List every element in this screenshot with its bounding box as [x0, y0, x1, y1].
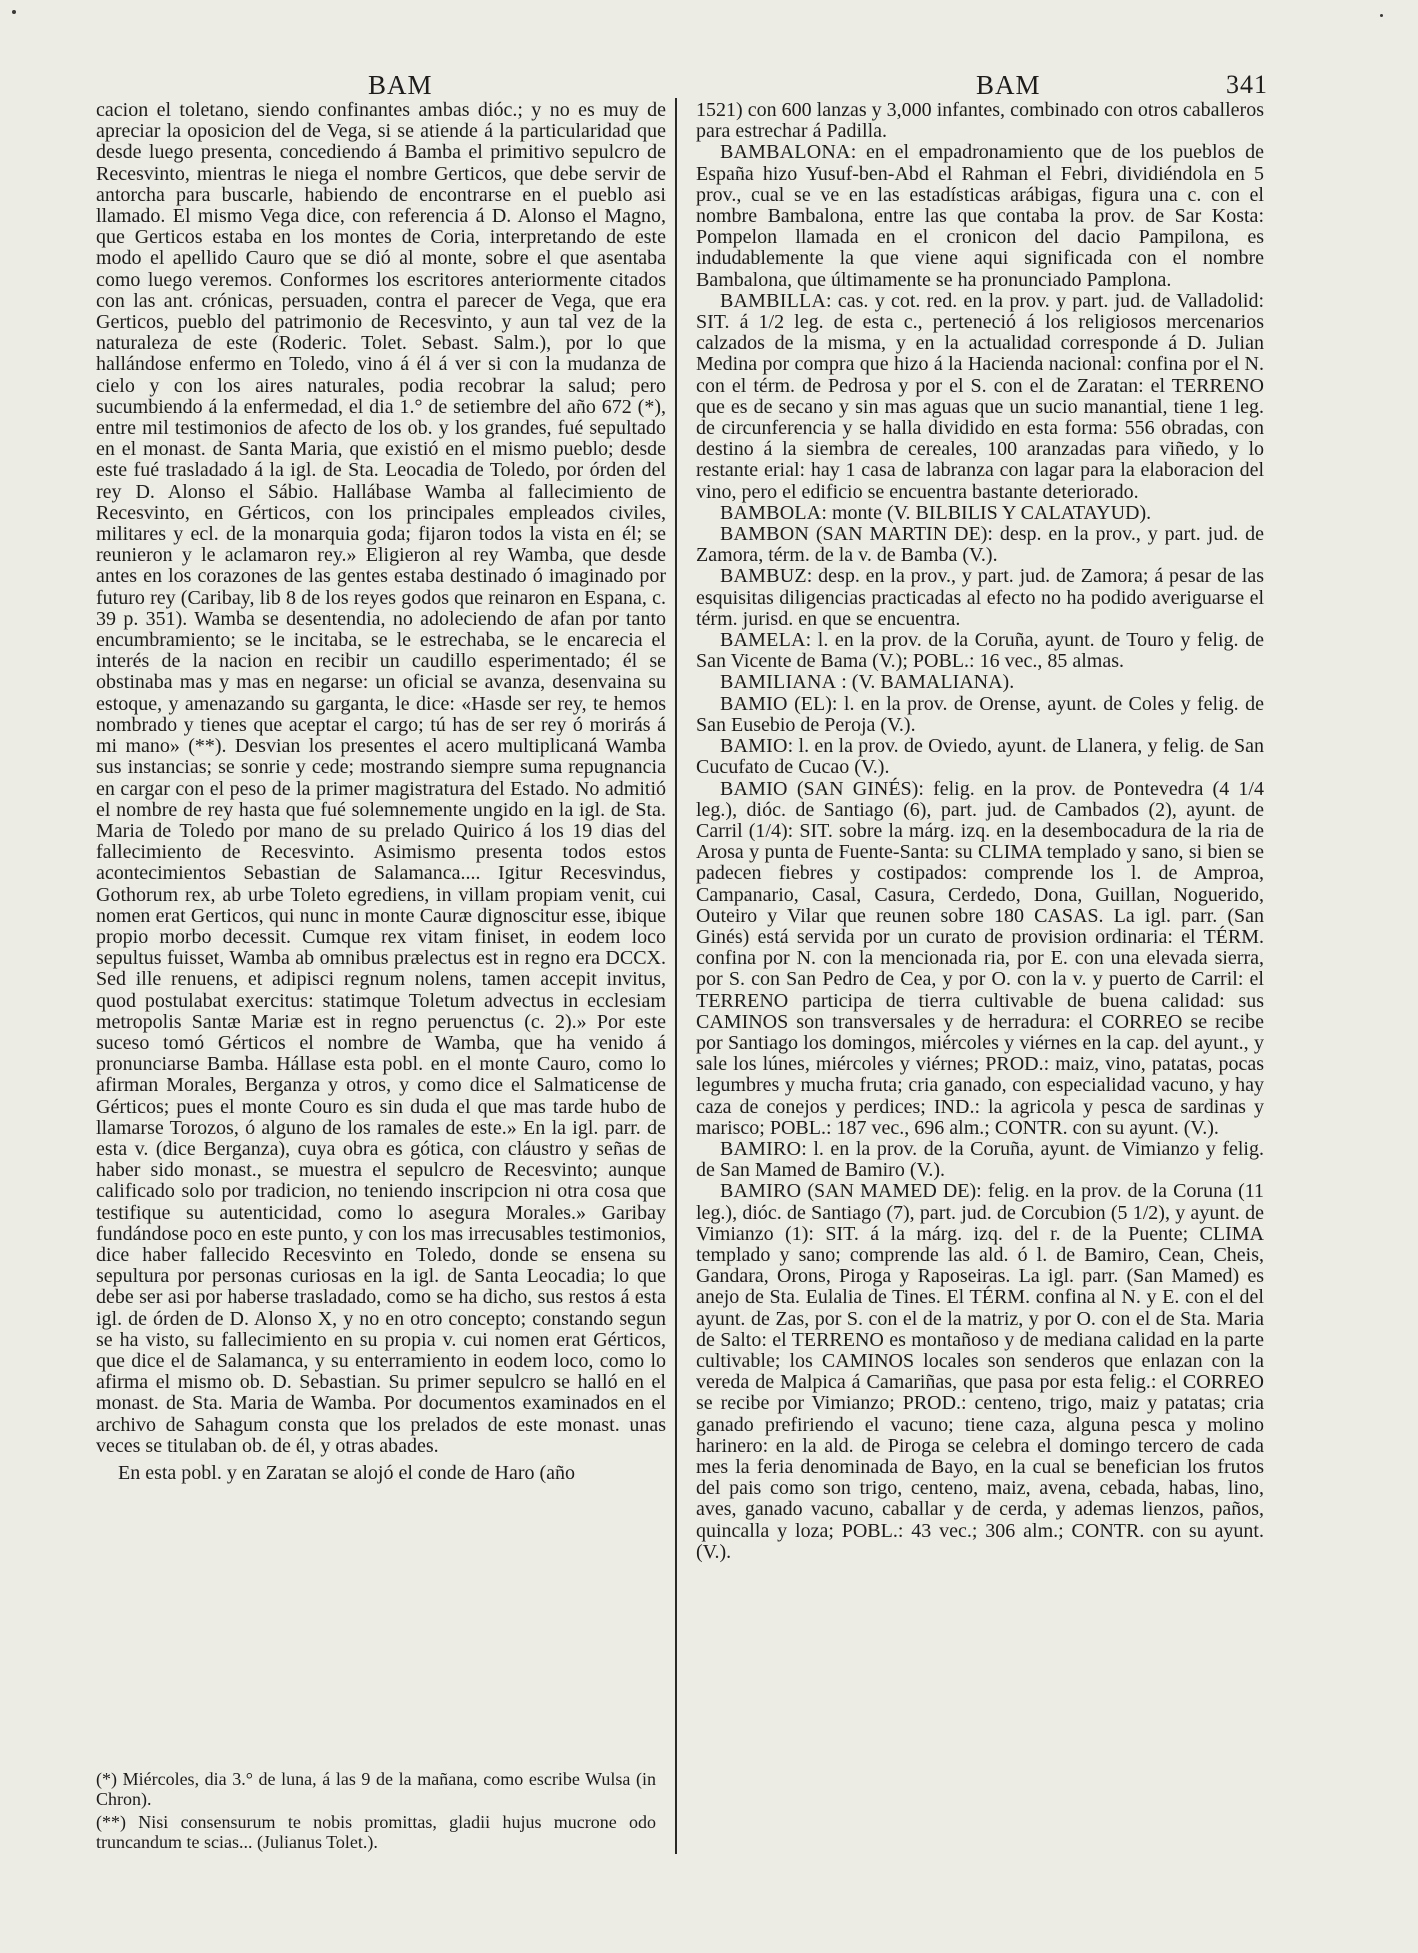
entry-headword: BAMBALONA — [720, 141, 851, 164]
entry-text: : (V. BAMALIANA). — [836, 671, 1015, 694]
entry-text: : cas. y cot. red. en la prov. y part. jud. de Valladolid: SIT. á 1/2 leg. de esta c., perteneció á los religiosos mercenarios calzados de la misma, y en la actualidad corresponde á D. Julian Medina por compra que hizo á la Hacienda nacional: confina por el N. con el térm. de Pedrosa y por el S. con el de Zaratan: el TERRENO que es de secano y sin mas aguas que un sucio manantial, tiene 1 leg. de circunferencia y se halla dividido en esta forma: 556 obradas, con destino á la siembra de cereales, 100 aranzadas para viñedo, y lo restante erial: hay 1 casa de labranza con lagar para la elaboracion del vino, pero el edificio se encuentra bastante deteriorado. — [696, 289, 1264, 503]
dictionary-entry — [696, 630, 1264, 672]
footnotes — [96, 1770, 656, 1852]
entry-headword: BAMELA — [720, 629, 806, 652]
column-divider — [675, 98, 677, 1854]
entry-text: : monte (V. BILBILIS Y CALATAYUD). — [821, 501, 1152, 524]
entry-text: : l. en la prov. de Oviedo, ayunt. de Llanera, y felig. de San Cucufato de Cucao (V.). — [696, 735, 1264, 779]
entry-text: (SAN MAMED DE): felig. en la prov. de la Coruna (11 leg.), dióc. de Santiago (7), part. jud. de Corcubion (5 1/2), y ayunt. de Vimianzo (1): SIT. á la márg. izq. del r. de la Puente; CLIMA templado y sano; comprende las ald. ó l. de Bamiro, Cean, Cheis, Gandara, Orons, Piroga y Raposeiras. La igl. parr. (San Mamed) es anejo de Sta. Eulalia de Tines. El TÉRM. confina al N. y E. con el del ayunt. de Zas, por S. con el de la matriz, y por O. con el de Sta. Maria de Salto: el TERRENO es montañoso y de mediana calidad en la parte cultivable; los CAMINOS locales son senderos que enlazan con la vereda de Malpica á Camariñas, que pasa por esta felig.: el CORREO se recibe por Vimianzo; PROD.: centeno, trigo, maiz y patatas; cria ganado prefiriendo el vacuno; tiene caza, alguna pesca y molino harinero: en la ald. de Piroga se celebra el domingo tercero de cada mes la feria denominada de Bayo, en la cual se benefician los frutos del pais como son trigo, centeno, maiz, avena, cebada, habas, lino, aves, ganado vacuno, caballar y de cerda, y ademas lienzos, paños, quincalla y loza; POBL.: 43 vec.; 306 alm.; CONTR. con su ayunt. (V.). — [696, 1180, 1264, 1563]
dictionary-entry — [696, 1181, 1264, 1563]
entry-text: (EL): l. en la prov. de Orense, ayunt. de Coles y felig. de San Eusebio de Peroja (V.). — [696, 692, 1264, 736]
entry-text: (SAN MARTIN DE): desp. en la prov., y part. jud. de Zamora, térm. de la v. de Bamba (V.). — [696, 523, 1264, 567]
dictionary-entry — [696, 291, 1264, 503]
entry-headword: BAMIO — [720, 692, 788, 715]
dictionary-entry — [696, 503, 1264, 524]
entry-headword: BAMBOLA — [720, 501, 822, 524]
right-column — [696, 100, 1264, 1850]
running-header-right: BAM — [976, 70, 1041, 100]
entry-text: : en el empadronamiento que de los pueblos de España hizo Yusuf-ben-Abd el Rahman el Febri, dividiéndola en 5 prov., cual se ve en las estadísticas arábigas, figura una c. con el nombre Bambalona, entre las que contaba la prov. de Sar Kosta: Pompelon llamada en el cronicon del dacio Pampilona, es indudablemente la que viene aqui significada con el nombre Bambalona, que últimamente se ha pronunciado Pamplona. — [696, 141, 1264, 291]
dictionary-entry — [696, 694, 1264, 736]
left-paragraph: cacion el toletano, siendo confinantes ambas dióc.; y no es muy de apreciar la oposicion del de Vega, si se atiende á la particularidad que desde luego presenta, concediendo á Bamba el primitivo sepulcro de Recesvinto, mientras le niega el nombre Gerticos, que debe servir de antorcha para buscarle, habiendo de encontrarse en el pueblo asi llamado. El mismo Vega dice, con referencia á D. Alonso el Magno, que Gerticos estaba en los montes de Coria, interpretando de este modo el apellido Cauro que se dió al monte, sobre el que asentaba como luego veremos. Conformes los escritores anteriormente citados con las ant. crónicas, persuaden, contra el parecer de Vega, que era Gerticos, pueblo del patrimonio de Recesvinto, y aun tal vez de la naturaleza de este (Roderic. Tolet. Sebast. Salm.), por lo que hallándose enfermo en Toledo, vino á él á ver si con la mudanza de cielo y con los aires naturales, podia recobrar la salud; pero sucumbiendo á la enfermedad, el dia 1.° de setiembre del año 672 (*), entre mil testimonios de afecto de los ob. y los grandes, fué sepultado en el monast. de Santa Maria, que existió en el mismo pueblo; desde este fué trasladado á la igl. de Sta. Leocadia de Toledo, por órden del rey D. Alonso el Sábio. Hallábase Wamba al fallecimiento de Recesvinto, en Gérticos, con los principales empleados civiles, militares y ecl. de la monarquia goda; fijaron todos la vista en él; se reunieron y le aclamaron rey.» Eligieron al rey Wamba, que desde antes en los corazones de las gentes estaba destinado ó imaginado por futuro rey (Caribay, lib 8 de los reyes godos que reinaron en Espana, c. 39 p. 351). Wamba se desentendia, no adoleciendo de afan por tanto encumbramiento; se le incitaba, se le estrechaba, se le encarecia el interés de la nacion en recibir un caudillo esperimentado; él se obstinaba mas y mas en negarse: un oficial se avanza, desenvaina su estoque, y amenazando su garganta, le dice: «Hasde ser rey, te hemos nombrado y tienes que aceptar el cargo; tú has de ser rey ó morirás á mi mano» (**). Desvian los presentes el acero multiplicaná Wamba sus instancias; se sonrie y cede; mostrando siempre suma repugnancia en cargar con el peso de la primer magistratura del Estado. No admitió el nombre de rey hasta que fué solemnemente ungido en la igl. de Sta. Maria de Toledo por mano de su prelado Quirico á los 19 dias del fallecimiento de Recesvinto. Asimismo presenta todos estos acontecimientos Sebastian de Salamanca.... Igitur Recesvindus, Gothorum rex, ab urbe Toleto egrediens, in villam propiam venit, cui nomen erat Gerticos, qui nunc in monte Cauræ dignoscitur esse, ibique propio morbo decessit. Cumque rex vitam finiset, in eodem loco sepultus fuisset, Wamba ab omnibus prælectus est in regno era DCCX. Sed ille renuens, et adipisci regnum nolens, tamen accepit invitus, quod postulabat exercitus: statimque Toletum advectus in ecclesiam metropolis Santæ Mariæ est in regno peruenctus (c. 2).» Por este suceso tomó Gérticos el nombre de Wamba, que ha venido á pronunciarse Bamba. Hállase esta pobl. en el monte Cauro, como lo afirman Morales, Berganza y otros, y como dice el Salmaticense de Gérticos; pues el monte Couro es sin duda el que mas tarde hubo de llamarse Torozos, ó alguno de los ramales de este.» En la igl. parr. de esta v. (dice Berganza), cuya obra es gótica, con cláustro y señas de haber sido monast., se muestra el sepulcro de Recesvinto; aunque calificado solo por tradicion, no teniendo inscripcion ni otra cosa que testifique su autenticidad, como lo asegura Morales.» Garibay fundándose poco en este punto, y con los mas irrecusables testimonios, dice haber fallecido Recesvinto en Toledo, donde se ensena su sepultura por personas curiosas en la igl. de Santa Leocadia; lo que debe ser asi por haberse trasladado, como se ha dicho, sus restos á esta igl. de órden de D. Alonso X, y no en otro concepto; constando segun se ha visto, su fallecimiento en su propia v. cui nomen erat Gérticos, que dice el de Salamanca, y su enterramiento in eodem loco, como lo afirma el mismo ob. D. Sebastian. Su primer sepulcro se halló en el monast. de Sta. Maria de Wamba. Por documentos examinados en el archivo de Sahagum consta que los prelados de este monast. unas veces se titulaban ob. de él, y otras abades. — [96, 100, 666, 1457]
paper-speck — [12, 10, 16, 14]
entry-headword: BAMBON — [720, 523, 809, 546]
entry-headword: BAMBILLA — [720, 289, 827, 312]
dictionary-entry — [696, 736, 1264, 778]
dictionary-entry — [696, 142, 1264, 290]
entry-headword: BAMIO — [720, 777, 788, 800]
footnote: (**) Nisi consensurum te nobis promittas, gladii hujus mucrone odo truncandum te scias... (Julianus Tolet.). — [96, 1812, 656, 1852]
dictionary-entry — [696, 100, 1264, 142]
entry-text: : l. en la prov. de la Coruña, ayunt. de Vimianzo y felig. de San Mamed de Bamiro (V.). — [696, 1137, 1264, 1182]
paper-speck — [1380, 14, 1383, 17]
running-header-left: BAM — [368, 70, 433, 100]
dictionary-entry — [696, 672, 1264, 693]
left-column — [96, 100, 666, 1850]
entry-text: (SAN GINÉS): felig. en la prov. de Pontevedra (4 1/4 leg.), dióc. de Santiago (6), part. jud. de Cambados (2), ayunt. de Carril (1/4): SIT. sobre la márg. izq. en la desembocadura de la ria de Arosa y punta de Fuente-Santa: su CLIMA templado y sano, si bien se padecen fiebres y costipados: comprende los l. de Amproa, Campanario, Casal, Casura, Cerdedo, Dona, Guillan, Noguerido, Outeiro y Vilar que reunen sobre 180 CASAS. La igl. parr. (San Ginés) está servida por un curato de provision ordinaria: el TÉRM. confina por N. con la mencionada ria, por E. con una elevada sierra, por S. con San Pedro de Cea, y por O. con la v. y puerto de Carril: el TERRENO participa de tierra cultivable de buena calidad: sus CAMINOS son transversales y de herradura: el CORREO se recibe por Santiago los domingos, miércoles y viérnes en la cap. del ayunt., y sale los lúnes, miércoles y viérnes; PROD.: maiz, vino, patatas, pocas legumbres y mucha fruta; cria ganado, con especialidad vacuno, y hay caza de conejos y perdices; IND.: la agricola y pesca de sardinas y marisco; POBL.: 187 vec., 696 alm.; CONTR. con su ayunt. (V.). — [696, 777, 1264, 1139]
dictionary-entry — [696, 1139, 1264, 1181]
entry-headword: BAMIRO — [720, 1180, 802, 1203]
entry-headword: BAMIO — [720, 735, 788, 758]
entry-text: : l. en la prov. de la Coruña, ayunt. de Touro y felig. de San Vicente de Bama (V.); POBL.: 16 vec., 85 almas. — [696, 629, 1264, 673]
entry-headword: BAMIRO — [720, 1137, 802, 1160]
left-paragraph: En esta pobl. y en Zaratan se alojó el conde de Haro (año — [118, 1462, 576, 1484]
entry-text: 1521) con 600 lanzas y 3,000 infantes, combinado con otros caballeros para estrechar á Padilla. — [696, 100, 1264, 143]
footnote: (*) Miércoles, dia 3.° de luna, á las 9 de la mañana, como escribe Wulsa (in Chron). — [96, 1769, 656, 1809]
page-number: 341 — [1226, 70, 1268, 99]
entry-headword: BAMILIANA — [720, 671, 837, 694]
entry-headword: BAMBUZ — [720, 565, 807, 588]
dictionary-entry — [696, 524, 1264, 566]
dictionary-entry — [696, 566, 1264, 630]
dictionary-entry — [696, 779, 1264, 1139]
entry-text: : desp. en la prov., y part. jud. de Zamora; á pesar de las esquisitas diligencias practicadas al efecto no ha podido averiguarse el térm. jurisd. en que se encuentra. — [696, 565, 1264, 630]
